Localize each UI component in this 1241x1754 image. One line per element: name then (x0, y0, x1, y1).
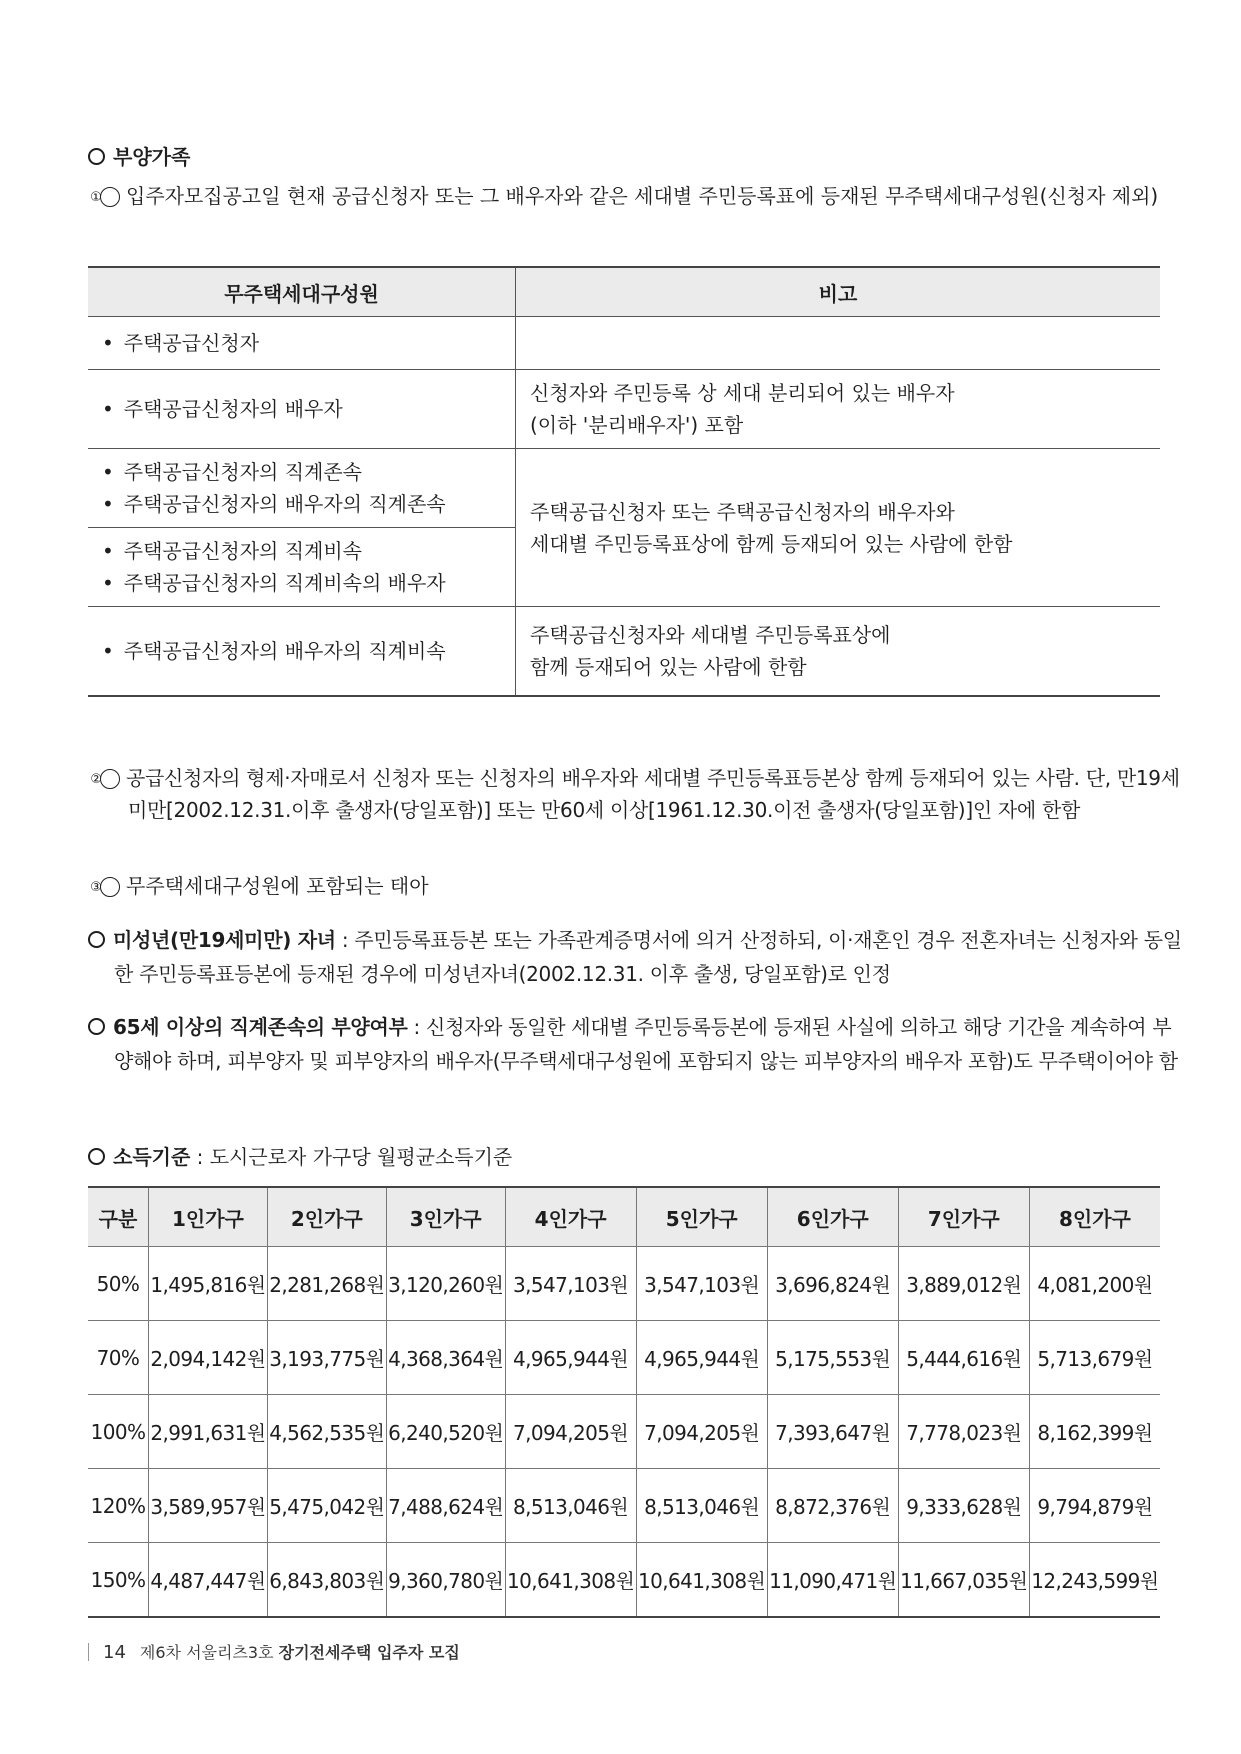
table-row: • 주택공급신청자의 배우자 신청자와 주민등록 상 세대 분리되어 있는 배우자 (이하 '분리배우자') 포함 (88, 370, 1160, 449)
footer-divider (88, 1643, 89, 1661)
dependents-table (88, 266, 1160, 697)
page-number: 14 (103, 1642, 126, 1663)
dependents-heading: 부양가족 (88, 140, 1160, 174)
elder-heading: 65세 이상의 직계존속의 부양여부 (113, 1015, 408, 1039)
footer-series: 제6차 서울리츠3호 (139, 1643, 274, 1662)
table-row: 50% 1,495,816원 2,281,268원 3,120,260원 3,547,103원 3,547,103원 3,696,824원 3,889,012원 4,081,200원 (88, 1247, 1160, 1321)
page-footer (88, 1640, 460, 1663)
elder-section: 65세 이상의 직계존속의 부양여부 : 신청자와 동일한 세대별 주민등록등본에 등재된 사실에 의하고 해당 기간을 계속하여 부양해야 하며, 피부양자 및 피부양자의 배우자(무주택세대구성원에 포함되지 않는 피부양자의 배우자 포함)도 무주택이어야 함 (88, 1010, 1186, 1078)
table-row: 100% 2,991,631원 4,562,535원 6,240,520원 7,094,205원 7,094,205원 7,393,647원 7,778,023원 8,162,399원 (88, 1395, 1160, 1469)
income-table (88, 1186, 1160, 1618)
circle-bullet-icon (88, 148, 105, 165)
minor-heading: 미성년(만19세미만) 자녀 (113, 928, 336, 952)
dependents-item-2: ② 공급신청자의 형제·자매로서 신청자 또는 신청자의 배우자와 세대별 주민등록표등본상 함께 등재되어 있는 사람. 단, 만19세 미만[2002.12.31.이후 출생자(당일포함)] 또는 만60세 이상[1961.12.30.이전 출생자(당일포함)]인 자에 한함 (90, 766, 1180, 822)
circle-bullet-icon (88, 1148, 105, 1165)
minor-section: 미성년(만19세미만) 자녀 : 주민등록표등본 또는 가족관계증명서에 의거 산정하되, 이·재혼인 경우 전혼자녀는 신청자와 동일한 주민등록표등본에 등재된 경우에 미성년자녀(2002.12.31. 이후 출생, 당일포함)로 인정 (88, 923, 1186, 991)
table-row: 70% 2,094,142원 3,193,775원 4,368,364원 4,965,944원 4,965,944원 5,175,553원 5,444,616원 5,713,679원 (88, 1321, 1160, 1395)
table-row: 120% 3,589,957원 5,475,042원 7,488,624원 8,513,046원 8,513,046원 8,872,376원 9,333,628원 9,794,879원 (88, 1469, 1160, 1543)
col-header-remarks: 비고 (516, 267, 1161, 317)
circle-bullet-icon (88, 931, 105, 948)
table-header-row (88, 267, 1160, 317)
table-row: • 주택공급신청자의 직계비속 • 주택공급신청자의 직계비속의 배우자 (88, 528, 1160, 607)
table-header-row: 구분 1인가구 2인가구 3인가구 4인가구 5인가구 6인가구 7인가구 8인가구 (88, 1187, 1160, 1247)
table-row: 150% 4,487,447원 6,843,803원 9,360,780원 10,641,308원 10,641,308원 11,090,471원 11,667,035원 12,243,599원 (88, 1543, 1160, 1618)
income-heading: 소득기준 (113, 1145, 191, 1169)
dependents-item-3: ③ 무주택세대구성원에 포함되는 태아 (90, 874, 429, 898)
dependents-item-1: ① 입주자모집공고일 현재 공급신청자 또는 그 배우자와 같은 세대별 주민등록표에 등재된 무주택세대구성원(신청자 제외) (90, 184, 1159, 208)
footer-title: 장기전세주택 입주자 모집 (278, 1643, 460, 1662)
circle-bullet-icon (88, 1018, 105, 1035)
table-row: • 주택공급신청자의 직계존속 • 주택공급신청자의 배우자의 직계존속 주택공급신청자 또는 주택공급신청자의 배우자와 세대별 주민등록표상에 함께 등재되어 있는 사람에 한함 (88, 449, 1160, 528)
table-row: • 주택공급신청자 (88, 317, 1160, 370)
col-header-members: 무주택세대구성원 (88, 267, 516, 317)
table-row: • 주택공급신청자의 배우자의 직계비속 주택공급신청자와 세대별 주민등록표상에 함께 등재되어 있는 사람에 한함 (88, 607, 1160, 697)
income-section: 소득기준 : 도시근로자 가구당 월평균소득기준 (88, 1140, 1160, 1174)
